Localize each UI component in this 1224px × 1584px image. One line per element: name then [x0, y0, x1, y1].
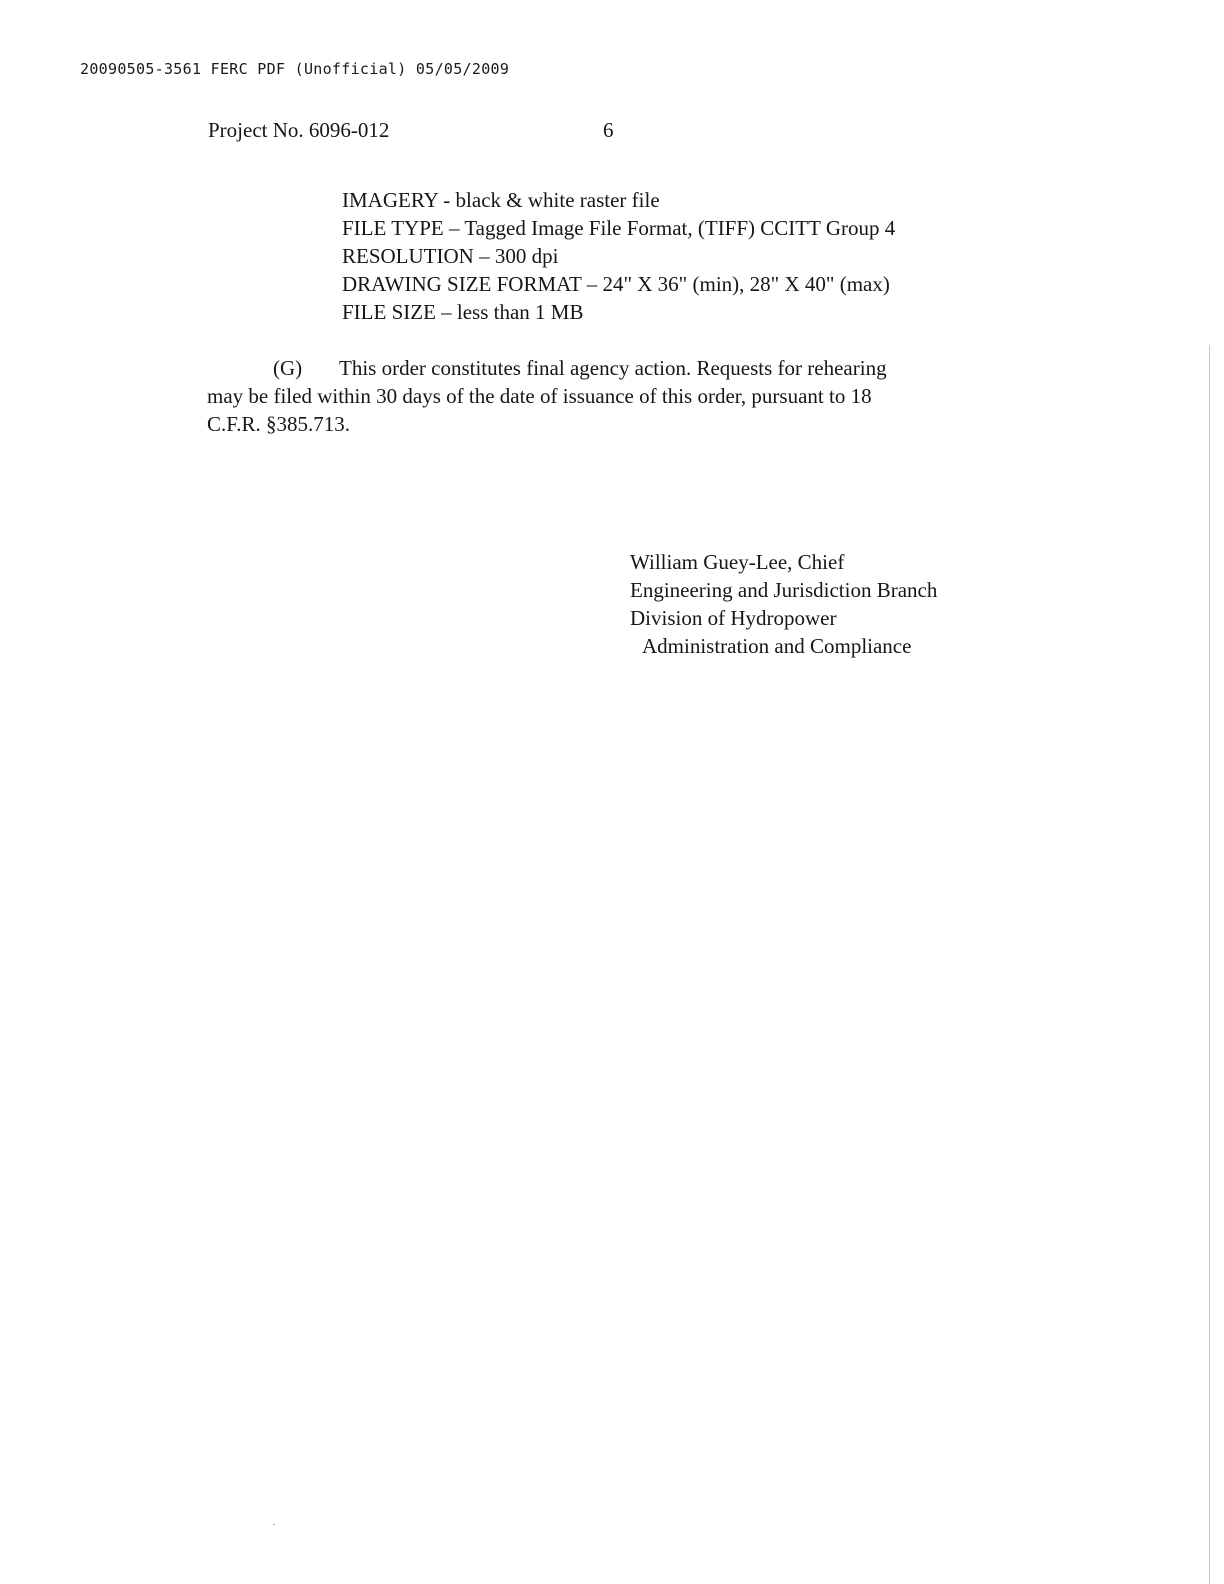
paragraph-g-line-2: may be filed within 30 days of the date of issuance of this order, pursuant to 18 [207, 384, 872, 408]
paragraph-g-label: (G) [273, 356, 303, 380]
paragraph-g-line-3: C.F.R. §385.713. [207, 412, 351, 436]
signatory-division-cont: Administration and Compliance [642, 634, 912, 658]
page-number: 6 [603, 118, 614, 142]
spec-imagery: IMAGERY - black & white raster file [342, 188, 660, 212]
paragraph-g-line-1: This order constitutes final agency action. Requests for rehearing [339, 356, 887, 380]
project-number: Project No. 6096-012 [208, 118, 390, 142]
signature-block [630, 548, 1010, 660]
signatory-division: Division of Hydropower [630, 606, 837, 630]
paragraph-g-first-line [207, 354, 997, 382]
paragraph-g [207, 354, 997, 438]
scan-speck [273, 1524, 275, 1525]
spec-file-type: FILE TYPE – Tagged Image File Format, (TIFF) CCITT Group 4 [342, 216, 896, 240]
spec-drawing-size: DRAWING SIZE FORMAT – 24" X 36" (min), 28" X 40" (max) [342, 272, 890, 296]
scan-edge-line [1209, 345, 1210, 1584]
spec-file-size: FILE SIZE – less than 1 MB [342, 300, 584, 324]
file-spec-list [342, 186, 1022, 326]
filing-stamp: 20090505-3561 FERC PDF (Unofficial) 05/05/2009 [80, 60, 510, 78]
signatory-name: William Guey-Lee, Chief [630, 550, 845, 574]
spec-resolution: RESOLUTION – 300 dpi [342, 244, 559, 268]
signatory-branch: Engineering and Jurisdiction Branch [630, 578, 938, 602]
